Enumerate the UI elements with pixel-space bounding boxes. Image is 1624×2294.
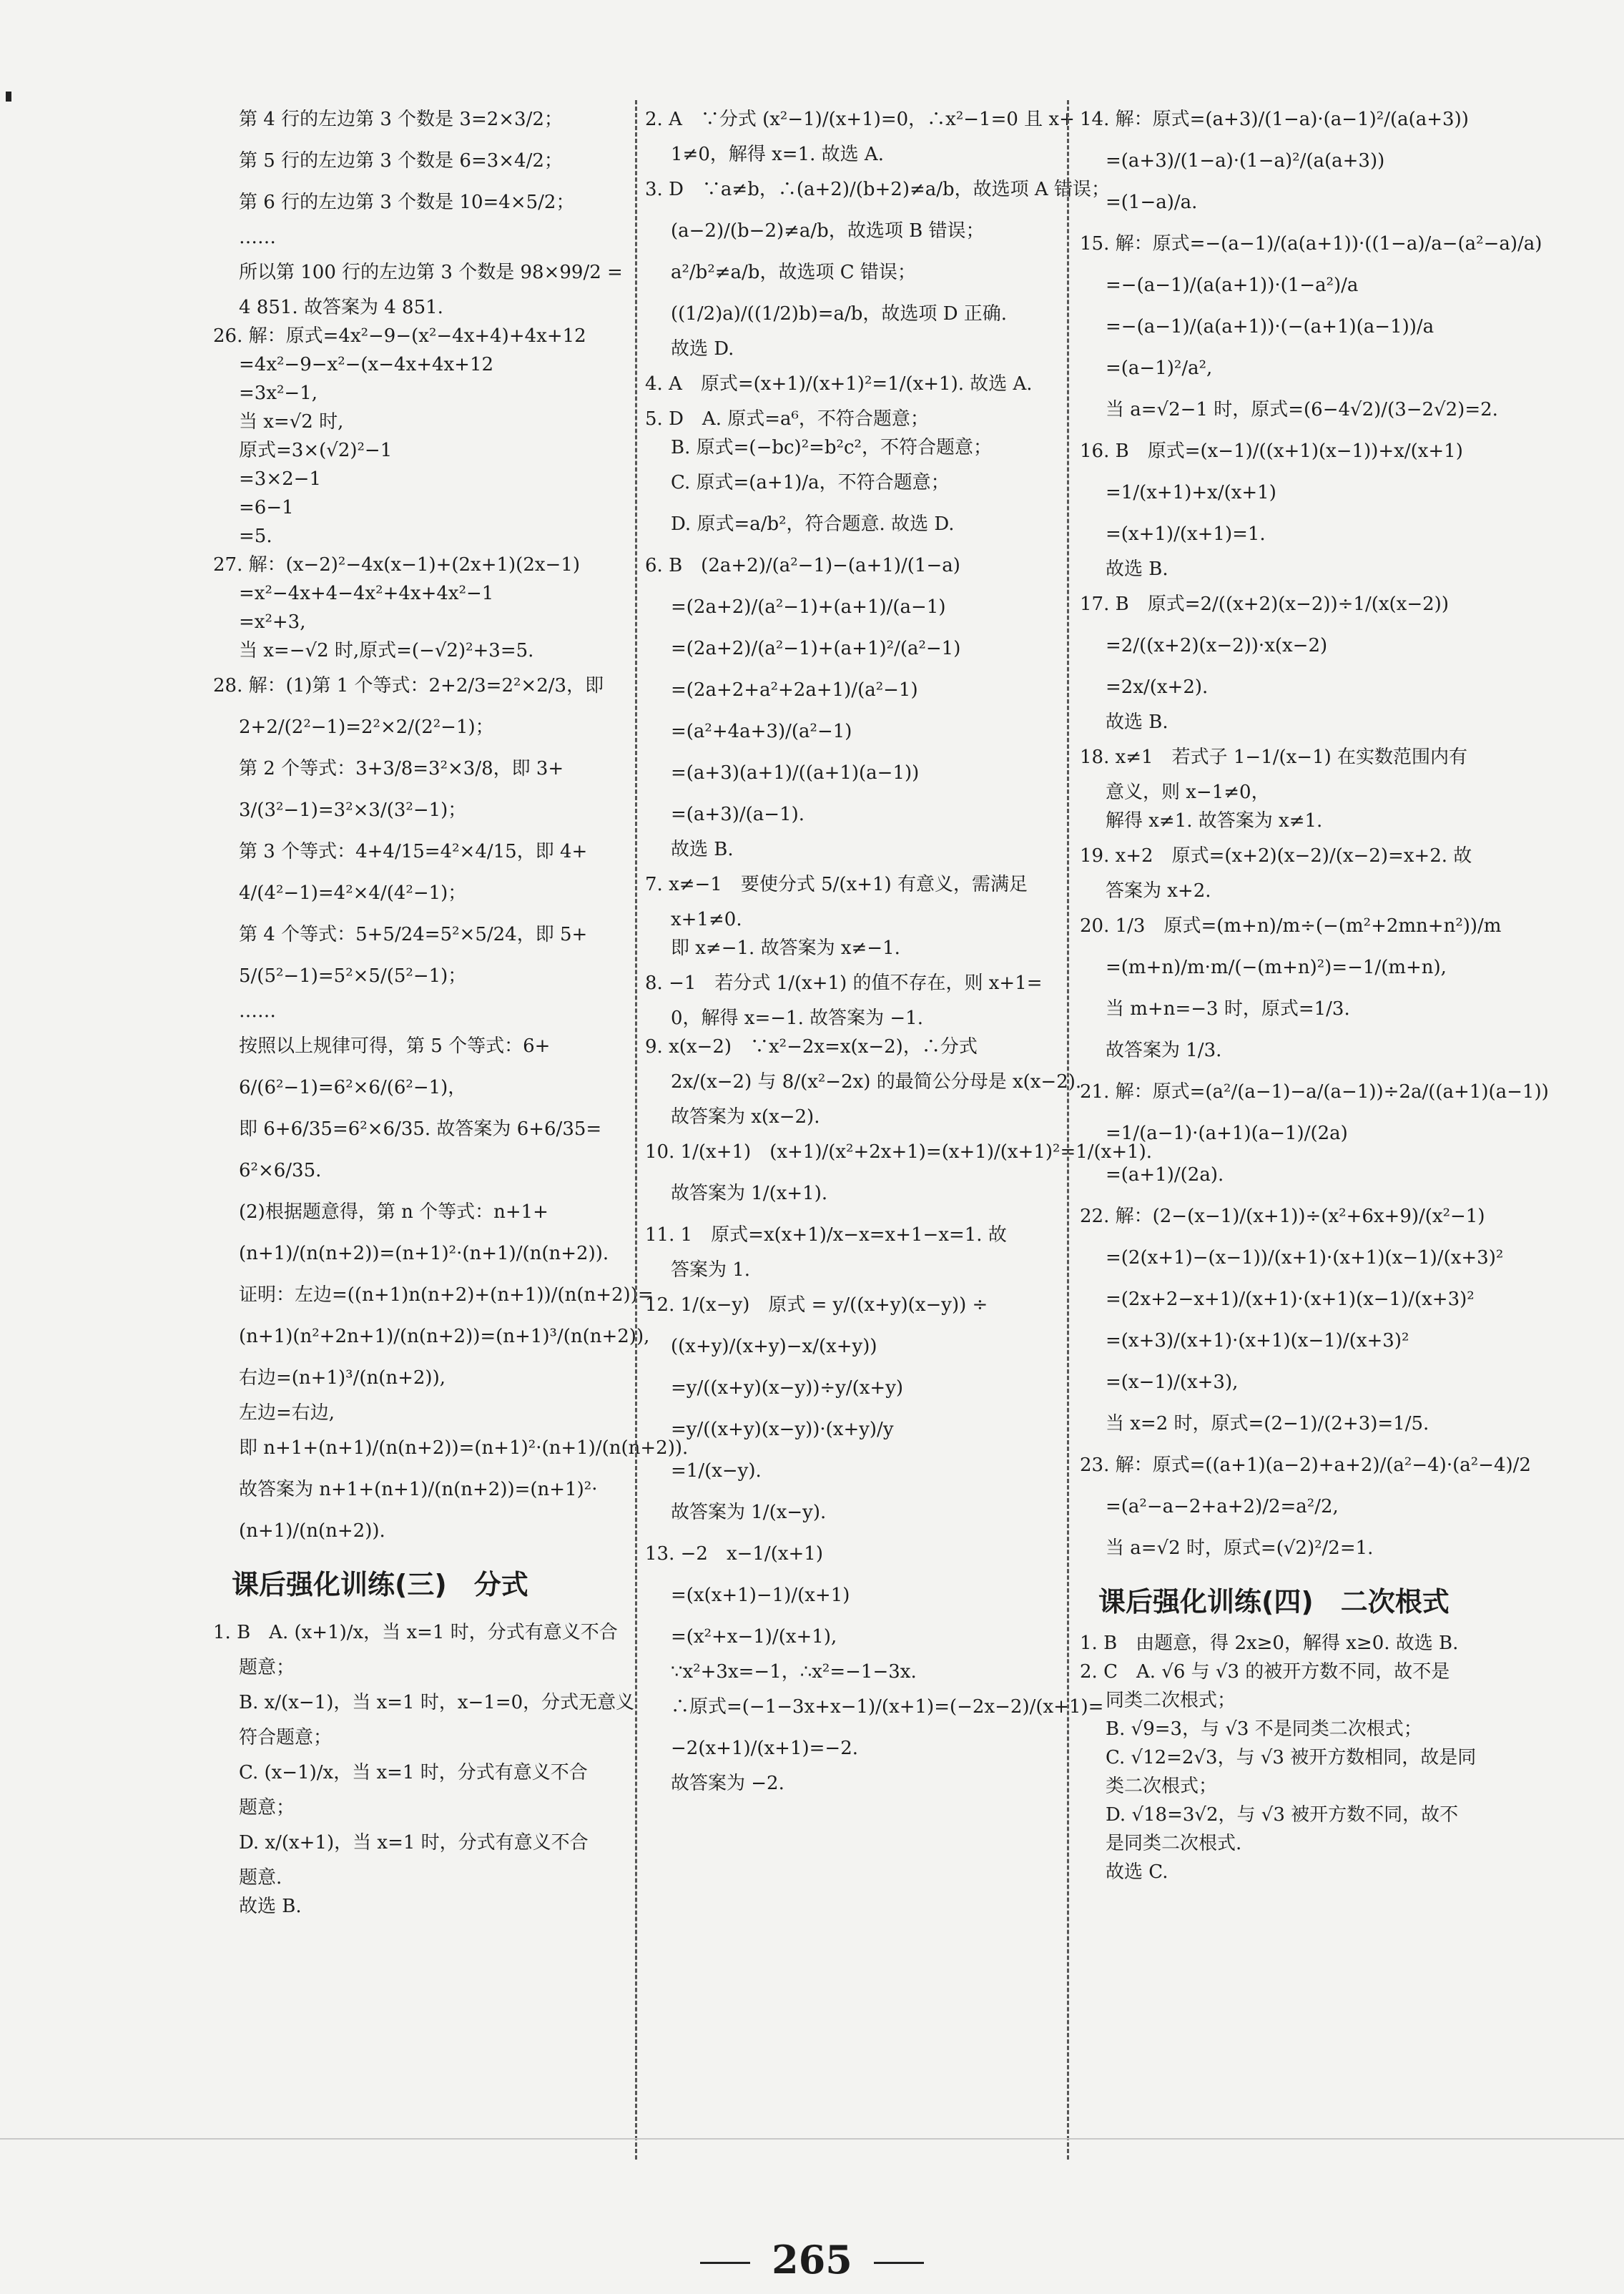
text-line: ((x+y)/(x+y)−x/(x+y)) — [671, 1336, 877, 1357]
problem-20: 20. 1/3 原式=(m+n)/m÷(−(m²+2mn+n²))/m — [1080, 915, 1502, 937]
problem-21: 21. 解：原式=(a²/(a−1)−a/(a−1))÷2a/((a+1)(a−1)) — [1080, 1081, 1549, 1103]
text-line: =4x²−9−x²−(x−4x+4x+12 — [239, 354, 494, 375]
text-line: 2x/(x−2) 与 8/(x²−2x) 的最简公分母是 x(x−2). — [671, 1071, 1082, 1093]
text-line: 当 m+n=−3 时，原式=1/3. — [1106, 998, 1350, 1020]
text-line: =(x−1)/(x+3), — [1106, 1372, 1239, 1393]
text-line: =y/((x+y)(x−y))·(x+y)/y — [671, 1419, 894, 1440]
text-line: =x²−4x+4−4x²+4x+4x²−1 — [239, 583, 494, 604]
text-line: ((1/2)a)/((1/2)b)=a/b，故选项 D 正确. — [671, 303, 1008, 325]
text-line: 故选 B. — [671, 839, 734, 860]
text-line: =(2a+2)/(a²−1)+(a+1)/(a−1) — [671, 596, 946, 618]
text-line: (n+1)/(n(n+2))=(n+1)²·(n+1)/(n(n+2)). — [239, 1243, 609, 1264]
page-number — [0, 2237, 1624, 2283]
text-line: =(x²+x−1)/(x+1), — [671, 1626, 837, 1648]
text-line: =(a²+4a+3)/(a²−1) — [671, 721, 852, 742]
text-line: 1≠0，解得 x=1. 故选 A. — [671, 144, 884, 165]
answer-column-1 — [213, 99, 689, 1921]
text-line: B. 原式=(−bc)²=b²c²，不符合题意； — [671, 437, 992, 458]
text-line: (a−2)/(b−2)≠a/b，故选项 B 错误； — [671, 220, 985, 242]
text-line: 第 4 个等式：5+5/24=5²×5/24，即 5+ — [239, 924, 588, 945]
page-number-dash — [874, 2262, 924, 2264]
text-line: =2x/(x+2). — [1106, 676, 1209, 698]
problem-2: 2. C A. √6 与 √3 的被开方数不同，故不是 — [1080, 1661, 1450, 1683]
text-line: B. √9=3，与 √3 不是同类二次根式； — [1106, 1718, 1422, 1740]
text-line: 第 5 行的左边第 3 个数是 6=3×4/2； — [239, 150, 563, 172]
text-line: =(a²−a−2+a+2)/2=a²/2, — [1106, 1496, 1339, 1517]
problem-16: 16. B 原式=(x−1)/((x+1)(x−1))+x/(x+1) — [1080, 440, 1463, 462]
text-line: 按照以上规律可得，第 5 个等式：6+ — [239, 1035, 551, 1057]
text-line: 所以第 100 行的左边第 3 个数是 98×99/2 = — [239, 262, 623, 283]
text-line: 左边=右边, — [239, 1402, 335, 1424]
text-line: 故选 B. — [1106, 558, 1168, 580]
text-line: 0，解得 x=−1. 故答案为 −1. — [671, 1008, 923, 1029]
text-line: 当 a=√2−1 时，原式=(6−4√2)/(3−2√2)=2. — [1106, 399, 1498, 420]
text-line: ∵x²+3x=−1，∴x²=−1−3x. — [671, 1661, 917, 1683]
text-line: D. x/(x+1)，当 x=1 时，分式有意义不合 — [239, 1832, 589, 1854]
text-line: =(x(x+1)−1)/(x+1) — [671, 1585, 850, 1606]
text-line: 故选 B. — [1106, 712, 1168, 733]
text-line: ∴原式=(−1−3x+x−1)/(x+1)=(−2x−2)/(x+1)= — [671, 1696, 1104, 1718]
problem-13: 13. −2 x−1/(x+1) — [645, 1543, 823, 1565]
text-line: …… — [239, 227, 276, 248]
text-line: =(a+3)/(a−1). — [671, 804, 805, 825]
section-heading: 课后强化训练(四) 二次根式 — [1098, 1586, 1450, 1618]
text-line: a²/b²≠a/b，故选项 C 错误； — [671, 262, 916, 283]
text-line: =(x+1)/(x+1)=1. — [1106, 523, 1266, 545]
text-line: =(a−1)²/a², — [1106, 358, 1213, 379]
text-line: (2)根据题意得，第 n 个等式：n+1+ — [239, 1201, 548, 1223]
text-line: 故答案为 −2. — [671, 1773, 784, 1794]
problem-14: 14. 解：原式=(a+3)/(1−a)·(a−1)²/(a(a+3)) — [1080, 109, 1469, 130]
problem-11: 11. 1 原式=x(x+1)/x−x=x+1−x=1. 故 — [645, 1224, 1007, 1246]
text-line: 故答案为 1/3. — [1106, 1040, 1222, 1061]
text-line: 第 4 行的左边第 3 个数是 3=2×3/2； — [239, 109, 563, 130]
text-line: 故选 D. — [671, 338, 734, 360]
text-line: =1/(x+1)+x/(x+1) — [1106, 482, 1276, 503]
text-line: C. √12=2√3，与 √3 被开方数相同，故是同 — [1106, 1747, 1477, 1768]
text-line: 第 6 行的左边第 3 个数是 10=4×5/2； — [239, 192, 575, 213]
text-line: =(1−a)/a. — [1106, 192, 1198, 213]
problem-1: 1. B A. (x+1)/x，当 x=1 时，分式有意义不合 — [213, 1622, 618, 1643]
text-line: 4 851. 故答案为 4 851. — [239, 297, 443, 318]
text-line: (n+1)(n²+2n+1)/(n(n+2))=(n+1)³/(n(n+2)), — [239, 1326, 650, 1347]
answer-column-3 — [1080, 99, 1549, 1886]
text-line: =3x²−1, — [239, 383, 318, 404]
text-line: 故选 C. — [1106, 1861, 1168, 1883]
text-line: 符合题意； — [239, 1727, 333, 1748]
text-line: 即 n+1+(n+1)/(n(n+2))=(n+1)²·(n+1)/(n(n+2)). — [239, 1437, 689, 1459]
text-line: =(a+1)/(2a). — [1106, 1164, 1224, 1186]
text-line: D. √18=3√2，与 √3 被开方数不同，故不 — [1106, 1804, 1459, 1826]
text-line: 2+2/(2²−1)=2²×2/(2²−1)； — [239, 717, 494, 738]
text-line: 3/(3²−1)=3²×3/(3²−1)； — [239, 799, 467, 821]
text-line: 意义，则 x−1≠0， — [1106, 782, 1270, 803]
problem-7: 7. x≠−1 要使分式 5/(x+1) 有意义，需满足 — [645, 874, 1028, 895]
text-line: 当 a=√2 时，原式=(√2)²/2=1. — [1106, 1537, 1374, 1559]
problem-27: 27. 解：(x−2)²−4x(x−1)+(2x+1)(2x−1) — [213, 554, 581, 576]
text-line: 当 x=2 时，原式=(2−1)/(2+3)=1/5. — [1106, 1413, 1429, 1434]
problem-10: 10. 1/(x+1) (x+1)/(x²+2x+1)=(x+1)/(x+1)²=1/(x+1). — [645, 1141, 1153, 1163]
text-line: 故答案为 n+1+(n+1)/(n(n+2))=(n+1)²· — [239, 1479, 598, 1500]
text-line: 是同类二次根式. — [1106, 1833, 1242, 1854]
problem-17: 17. B 原式=2/((x+2)(x−2))÷1/(x(x−2)) — [1080, 594, 1449, 615]
text-line: =(m+n)/m·m/(−(m+n)²)=−1/(m+n), — [1106, 957, 1447, 978]
problem-28: 28. 解：(1)第 1 个等式：2+2/3=2²×2/3，即 — [213, 675, 604, 696]
page-number-dash — [700, 2262, 750, 2264]
text-line: 第 2 个等式：3+3/8=3²×3/8，即 3+ — [239, 758, 564, 779]
problem-9: 9. x(x−2) ∵x²−2x=x(x−2)，∴分式 — [645, 1036, 978, 1058]
text-line: 6²×6/35. — [239, 1160, 322, 1181]
text-line: =(x+3)/(x+1)·(x+1)(x−1)/(x+3)² — [1106, 1330, 1409, 1352]
problem-8: 8. −1 若分式 1/(x+1) 的值不存在，则 x+1= — [645, 973, 1043, 994]
problem-12: 12. 1/(x−y) 原式 = y/((x+y)(x−y)) ÷ — [645, 1294, 988, 1316]
text-line: 即 x≠−1. 故答案为 x≠−1. — [671, 937, 900, 959]
text-line: 4/(4²−1)=4²×4/(4²−1)； — [239, 882, 467, 904]
text-line: =1/(a−1)·(a+1)(a−1)/(2a) — [1106, 1123, 1348, 1144]
text-line: 故答案为 1/(x−y). — [671, 1502, 827, 1523]
text-line: 第 3 个等式：4+4/15=4²×4/15，即 4+ — [239, 841, 588, 862]
text-line: 6/(6²−1)=6²×6/(6²−1)， — [239, 1077, 467, 1098]
text-line: 证明：左边=((n+1)n(n+2)+(n+1))/(n(n+2))= — [239, 1284, 654, 1306]
text-line: =(2a+2+a²+2a+1)/(a²−1) — [671, 679, 918, 701]
text-line: B. x/(x−1)，当 x=1 时，x−1=0，分式无意义 — [239, 1692, 635, 1713]
problem-5: 5. D A. 原式=a⁶，不符合题意； — [645, 408, 929, 430]
problem-19: 19. x+2 原式=(x+2)(x−2)/(x−2)=x+2. 故 — [1080, 845, 1472, 867]
text-line: 原式=3×(√2)²−1 — [239, 440, 393, 461]
text-line: 同类二次根式； — [1106, 1690, 1236, 1711]
text-line: C. 原式=(a+1)/a，不符合题意； — [671, 472, 950, 493]
text-line: 即 6+6/35=6²×6/35. 故答案为 6+6/35= — [239, 1118, 602, 1140]
text-line: =2/((x+2)(x−2))·x(x−2) — [1106, 635, 1328, 656]
problem-18: 18. x≠1 若式子 1−1/(x−1) 在实数范围内有 — [1080, 747, 1468, 768]
text-line: 题意. — [239, 1867, 282, 1889]
text-line: =y/((x+y)(x−y))÷y/(x+y) — [671, 1377, 904, 1399]
text-line: …… — [239, 1000, 276, 1022]
problem-6: 6. B (2a+2)/(a²−1)−(a+1)/(1−a) — [645, 555, 960, 576]
column-divider — [635, 100, 637, 2160]
text-line: 类二次根式； — [1106, 1776, 1218, 1797]
problem-26: 26. 解：原式=4x²−9−(x²−4x+4)+4x+12 — [213, 325, 586, 347]
text-line: =x²+3, — [239, 611, 306, 633]
text-line: 故选 B. — [239, 1896, 302, 1917]
column-divider — [1067, 100, 1069, 2160]
problem-22: 22. 解：(2−(x−1)/(x+1))÷(x²+6x+9)/(x²−1) — [1080, 1206, 1485, 1227]
text-line: 故答案为 x(x−2). — [671, 1106, 820, 1128]
section-heading: 课后强化训练(三) 分式 — [232, 1569, 528, 1600]
text-line: 题意； — [239, 1657, 295, 1678]
text-line: 当 x=−√2 时,原式=(−√2)²+3=5. — [239, 640, 534, 661]
text-line: x+1≠0. — [671, 909, 742, 930]
text-line: =(2a+2)/(a²−1)+(a+1)²/(a²−1) — [671, 638, 961, 659]
problem-2: 2. A ∵分式 (x²−1)/(x+1)=0，∴x²−1=0 且 x+ — [645, 109, 1075, 130]
text-line: 故答案为 1/(x+1). — [671, 1183, 828, 1204]
text-line: =(2(x+1)−(x−1))/(x+1)·(x+1)(x−1)/(x+3)² — [1106, 1247, 1504, 1269]
page-number-text: 265 — [772, 2237, 852, 2283]
text-line: 题意； — [239, 1797, 295, 1818]
text-line: C. (x−1)/x，当 x=1 时，分式有意义不合 — [239, 1762, 588, 1783]
text-line: (n+1)/(n(n+2)). — [239, 1520, 385, 1542]
text-line: =(a+3)(a+1)/((a+1)(a−1)) — [671, 762, 920, 784]
problem-3: 3. D ∵a≠b，∴(a+2)/(b+2)≠a/b，故选项 A 错误； — [645, 179, 1110, 200]
problem-15: 15. 解：原式=−(a−1)/(a(a+1))·((1−a)/a−(a²−a)/a) — [1080, 233, 1542, 255]
text-line: 右边=(n+1)³/(n(n+2)), — [239, 1367, 446, 1389]
problem-23: 23. 解：原式=((a+1)(a−2)+a+2)/(a²−4)·(a²−4)/2 — [1080, 1454, 1531, 1476]
text-line: 解得 x≠1. 故答案为 x≠1. — [1106, 810, 1323, 832]
text-line: =−(a−1)/(a(a+1))·(1−a²)/a — [1106, 275, 1359, 296]
text-line: =6−1 — [239, 497, 294, 518]
text-line: =3×2−1 — [239, 468, 321, 490]
text-line: 当 x=√2 时, — [239, 411, 344, 433]
text-line: 答案为 1. — [671, 1259, 751, 1281]
text-line: −2(x+1)/(x+1)=−2. — [671, 1738, 859, 1759]
text-line: =−(a−1)/(a(a+1))·(−(a+1)(a−1))/a — [1106, 316, 1434, 338]
text-line: =1/(x−y). — [671, 1460, 762, 1482]
text-line: =(a+3)/(1−a)·(1−a)²/(a(a+3)) — [1106, 150, 1385, 172]
problem-1: 1. B 由题意，得 2x≥0，解得 x≥0. 故选 B. — [1080, 1633, 1459, 1654]
text-line: 5/(5²−1)=5²×5/(5²−1)； — [239, 965, 467, 987]
problem-4: 4. A 原式=(x+1)/(x+1)²=1/(x+1). 故选 A. — [645, 373, 1033, 395]
text-line: =5. — [239, 526, 272, 547]
scan-artifact-line — [0, 2138, 1624, 2140]
text-line: 答案为 x+2. — [1106, 880, 1211, 902]
text-line: =(2x+2−x+1)/(x+1)·(x+1)(x−1)/(x+3)² — [1106, 1289, 1475, 1310]
text-line: D. 原式=a/b²，符合题意. 故选 D. — [671, 513, 955, 535]
scan-mark — [6, 92, 11, 102]
